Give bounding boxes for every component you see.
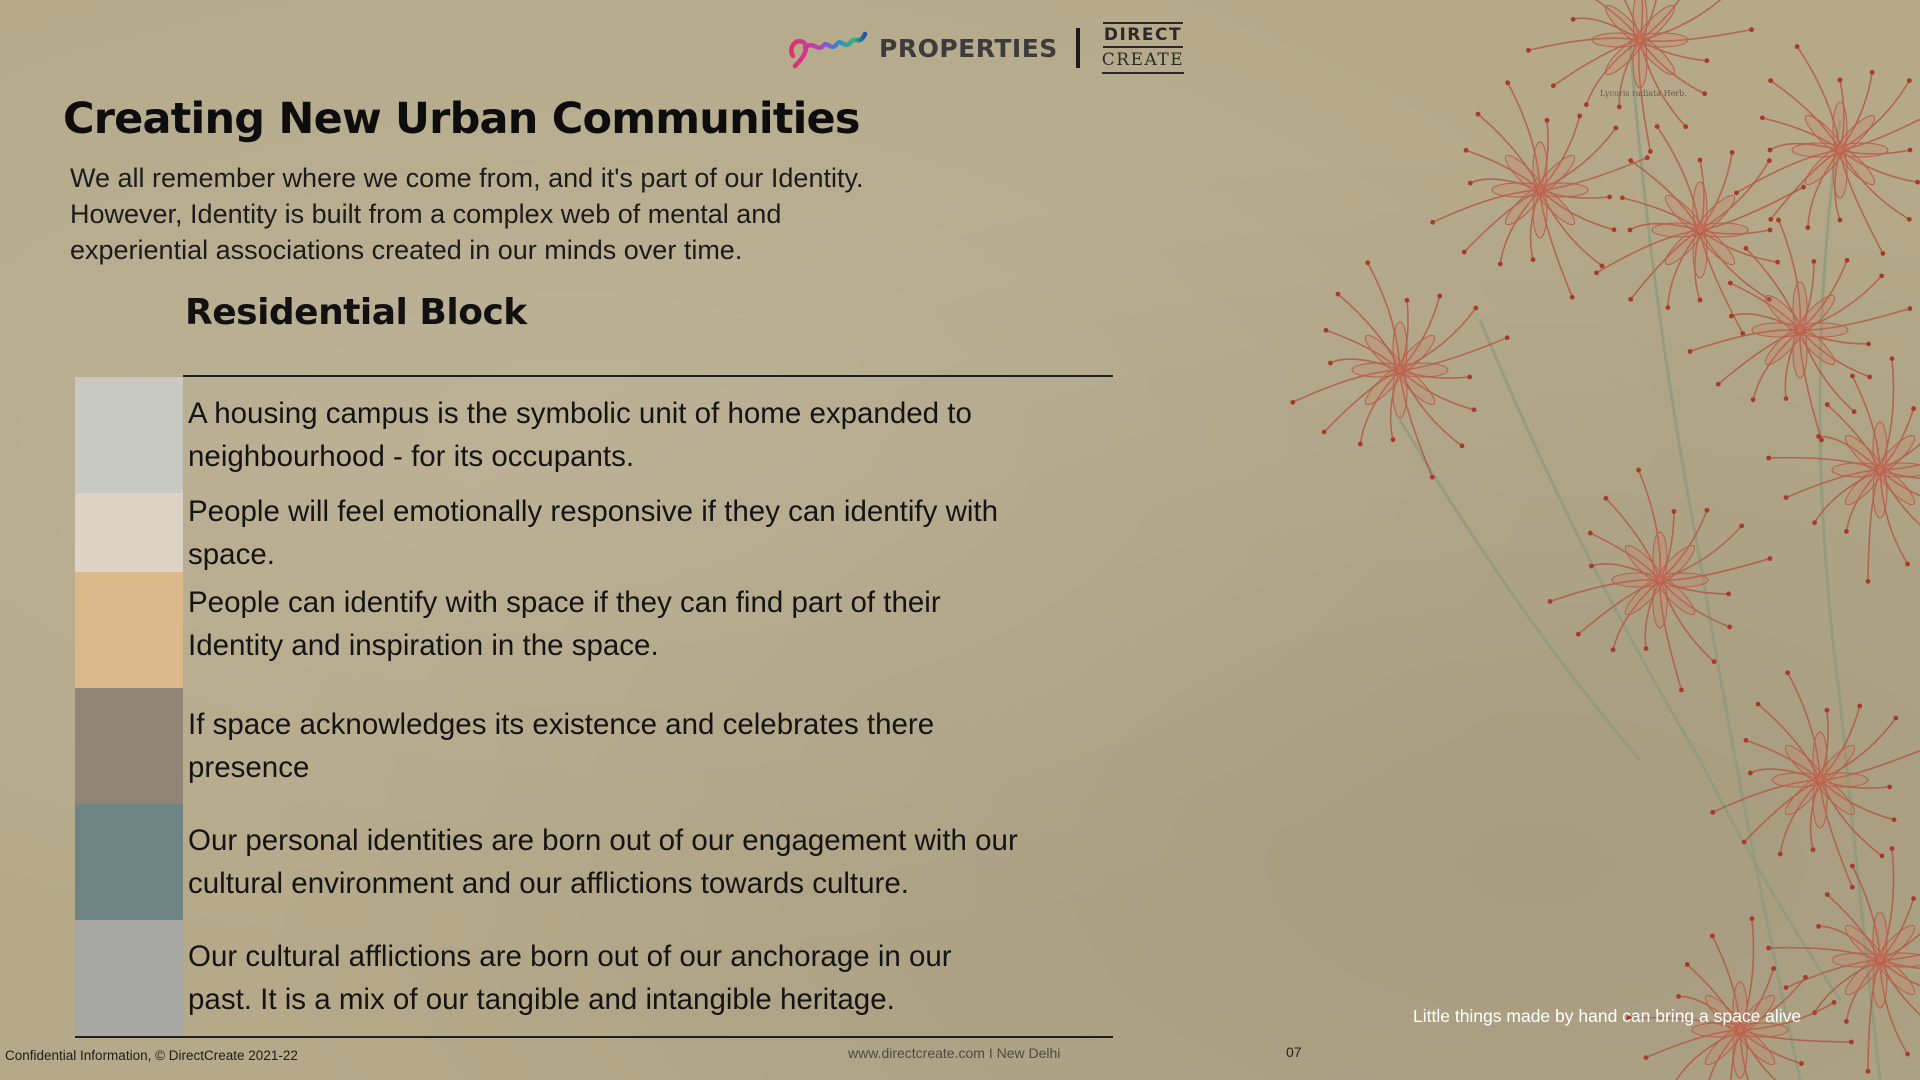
illustration-label: Lycoris radiata Herb. (1600, 89, 1687, 98)
color-swatch (75, 493, 183, 572)
list-item-line: If space acknowledges its existence and celebrates there (188, 708, 935, 741)
directcreate-logo (1102, 22, 1184, 74)
list-item-line: past. It is a mix of our tangible and intangible heritage. (188, 983, 895, 1016)
list-item-line: Our personal identities are born out of our engagement with our (188, 824, 1018, 857)
section-title: Residential Block (185, 292, 527, 333)
logo-divider (1076, 28, 1080, 68)
list-item-line: People can identify with space if they can find part of their (188, 586, 941, 619)
spider-lily-illustration (1280, 0, 1920, 1080)
website-footer: www.directcreate.com I New Delhi (848, 1045, 1061, 1061)
intro-line: experiential associations created in our minds over time. (70, 235, 743, 265)
color-swatch (75, 572, 183, 688)
list-item (75, 572, 1115, 688)
list-item (75, 377, 1115, 493)
logo-create: CREATE (1102, 48, 1184, 74)
intro-line: We all remember where we come from, and it's part of our Identity. (70, 163, 864, 193)
list-item-text (188, 935, 1113, 1021)
table-bottom-rule (75, 1036, 1113, 1038)
list-item-line: Our cultural afflictions are born out of our anchorage in our (188, 940, 952, 973)
color-swatch (75, 804, 183, 920)
header-logos (785, 20, 1184, 76)
properties-wordmark: PROPERTIES (879, 33, 1058, 63)
list-item-line: cultural environment and our afflictions towards culture. (188, 867, 909, 900)
list-item-text (188, 703, 1113, 789)
intro-paragraph (70, 160, 990, 268)
list-item (75, 493, 1115, 572)
page-title: Creating New Urban Communities (63, 94, 860, 144)
list-item-text (188, 490, 1113, 576)
color-swatch (75, 377, 183, 493)
intro-line: However, Identity is built from a complex web of mental and (70, 199, 782, 229)
list-item-line: People will feel emotionally responsive if they can identify with (188, 494, 999, 528)
list-item (75, 804, 1115, 920)
illustration-caption: Little things made by hand can bring a space alive (1413, 1006, 1802, 1026)
list-item (75, 688, 1115, 804)
godrej-logo (785, 26, 871, 70)
confidential-notice: Confidential Information, © DirectCreate 2021-22 (5, 1048, 298, 1063)
color-swatch (75, 688, 183, 804)
list-item-line: Identity and inspiration in the space. (188, 629, 659, 662)
statement-list (75, 377, 1115, 1036)
page-number: 07 (1286, 1044, 1302, 1060)
logo-direct: DIRECT (1103, 22, 1183, 48)
list-item-line: neighbourhood - for its occupants. (188, 440, 635, 473)
list-item-line: A housing campus is the symbolic unit of home expanded to (188, 397, 972, 430)
list-item-text (188, 819, 1113, 905)
list-item-line: space. (188, 537, 275, 571)
list-item-text (188, 392, 1113, 478)
list-item-line: presence (188, 751, 310, 784)
color-swatch (75, 920, 183, 1036)
list-item (75, 920, 1115, 1036)
list-item-text (188, 572, 1113, 667)
